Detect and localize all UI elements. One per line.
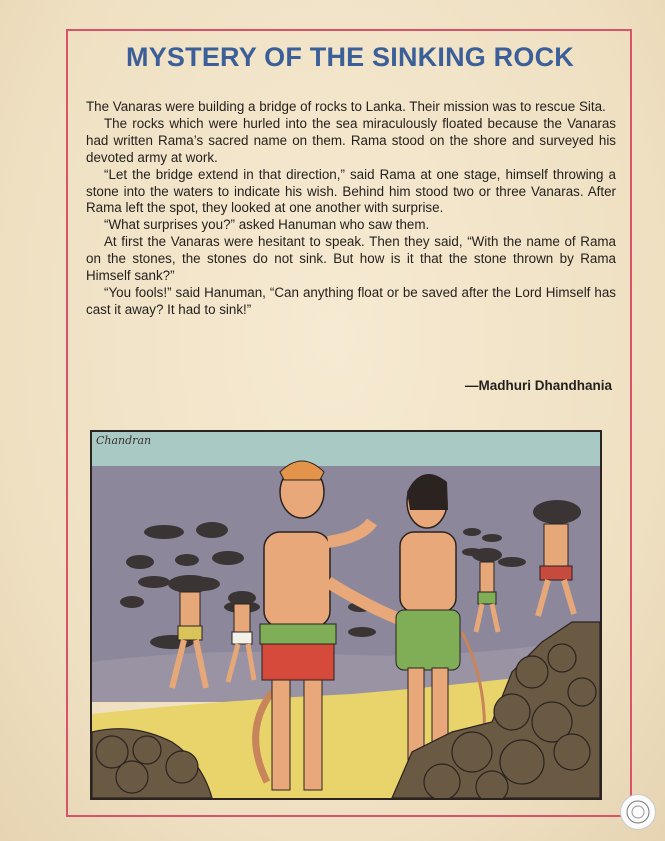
story-paragraph: The Vanaras were building a bridge of rocks to Lanka. Their mission was to rescue Sita. — [86, 99, 606, 114]
illustration-svg — [92, 432, 600, 798]
story-paragraph: “Let the bridge extend in that direction,” said Rama at one stage, himself throwing a stone into the waters to indicate his wish. Behind him stood two or three Vanaras. After Rama left the spot, they looked at one another with surprise. — [86, 166, 616, 216]
story-paragraph: “What surprises you?” asked Hanuman who saw them. — [104, 217, 430, 233]
artist-signature: Chandran — [96, 434, 152, 447]
story-paragraph: At first the Vanaras were hesitant to speak. Then they said, “With the name of Rama on the stones, the stones do not sink. But how is it that the stone thrown by Rama Himself sank?” — [86, 234, 616, 284]
story-title: MYSTERY OF THE SINKING ROCK — [126, 42, 574, 72]
story-paragraph: “You fools!” said Hanuman, “Can anything float or be saved after the Lord Himself has cast it away? It had to sink!” — [86, 284, 616, 317]
author-byline: —Madhuri Dhandhania — [464, 378, 612, 393]
story-paragraph: The rocks which were hurled into the sea miraculously floated because the Vanaras had written Rama’s sacred name on them. Rama stood on the shore and surveyed his devoted army at work. — [86, 115, 616, 165]
story-illustration — [90, 430, 602, 800]
library-stamp-icon — [620, 794, 656, 830]
sky — [92, 432, 600, 466]
story-body — [86, 99, 616, 319]
